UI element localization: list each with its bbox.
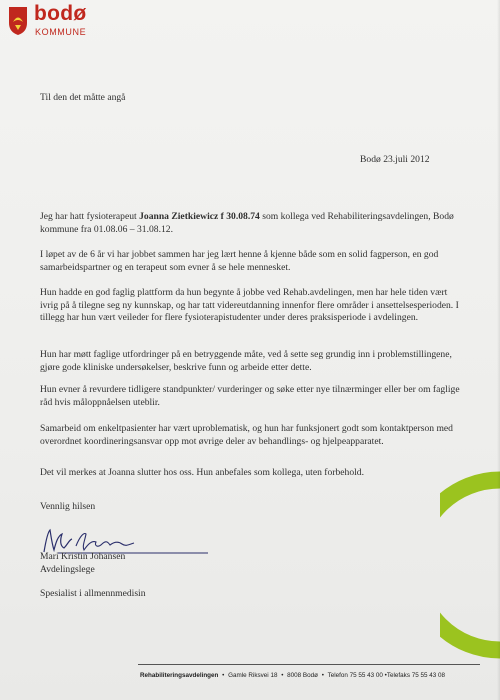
paragraph-7: Det vil merkes at Joanna slutter hos oss. Hun anbefales som kollega, uten forbehold.: [40, 467, 364, 478]
intro-text-a: Jeg har hatt fysioterapeut: [40, 211, 140, 222]
footer-department: Rehabiliteringsavdelingen: [140, 672, 219, 679]
footer-address: Gamle Riksvei 18: [228, 672, 278, 679]
footer-postal: 8008 Bodø: [287, 672, 318, 679]
footer-bullet: •: [281, 672, 284, 679]
footer-phone: Telefon 75 55 43 00: [327, 672, 383, 679]
coat-of-arms-icon: [8, 6, 28, 36]
paragraph-3: Hun hadde en god faglig plattform da hun begynte å jobbe ved Rehab.avdelingen, men har hele tiden vært ivrig på å tilegne seg ny kunnskap, og har tatt videreutdanning innenfor flere områder i ansettelsesperioden. I tillegg har hun vært veileder for flere fysioterapistudenter under deres praksisperiode i avdelingen.: [40, 287, 459, 324]
signatory-title: Avdelingslege: [40, 564, 95, 575]
footer-bullet: •: [321, 672, 324, 679]
paragraph-intro: [40, 211, 460, 236]
intro-text-b: som kollega ved Rehabiliteringsavdelingen, Bodø kommune fra 01.08.06 – 31.08.12.: [40, 211, 454, 235]
paragraph-4: Hun har møtt faglige utfordringer på en betryggende måte, ved å sette seg grundig inn i problemstillingene, gjøre gode kliniske undersøkelser, beskrive funn og arbeide etter dette.: [40, 349, 452, 373]
paragraph-2: I løpet av de 6 år vi har jobbet sammen har jeg lært henne å kjenne både som en solid fagperson, en god samarbeidspartner og en terapeut som evner å se hele mennesket.: [40, 249, 439, 273]
footer-bullet: •: [222, 672, 225, 679]
paragraph-6: Samarbeid om enkeltpasienter har vært uproblematisk, og hun har funksjonert godt som kontaktperson med overordnet koordineringsansvar opp mot øvrige deler av behandlings- og hjelpeapparatet.: [40, 423, 453, 447]
signatory-specialty: Spesialist i allmennmedisin: [40, 588, 146, 599]
green-arc-decoration: [440, 470, 500, 660]
employee-name: Joanna Zietkiewicz f 30.08.74: [139, 211, 260, 222]
signatory-name: Mari Kristin Johansen: [40, 551, 126, 562]
salutation: Til den det måtte angå: [40, 92, 126, 103]
letter-date: Bodø 23.juli 2012: [360, 154, 430, 165]
logo-subtitle: KOMMUNE: [35, 27, 87, 37]
paragraph-5: Hun evner å revurdere tidligere standpunkter/ vurderinger og søke etter nye tilnærminger eller ber om faglige råd hvis måloppnåelsen uteblir.: [40, 384, 460, 408]
footer-divider: [138, 664, 480, 665]
closing: Vennlig hilsen: [40, 501, 96, 512]
footer-fax: •Telefaks 75 55 43 08: [384, 672, 445, 679]
footer: [140, 672, 445, 679]
logo-wordmark: bodø: [34, 2, 87, 25]
